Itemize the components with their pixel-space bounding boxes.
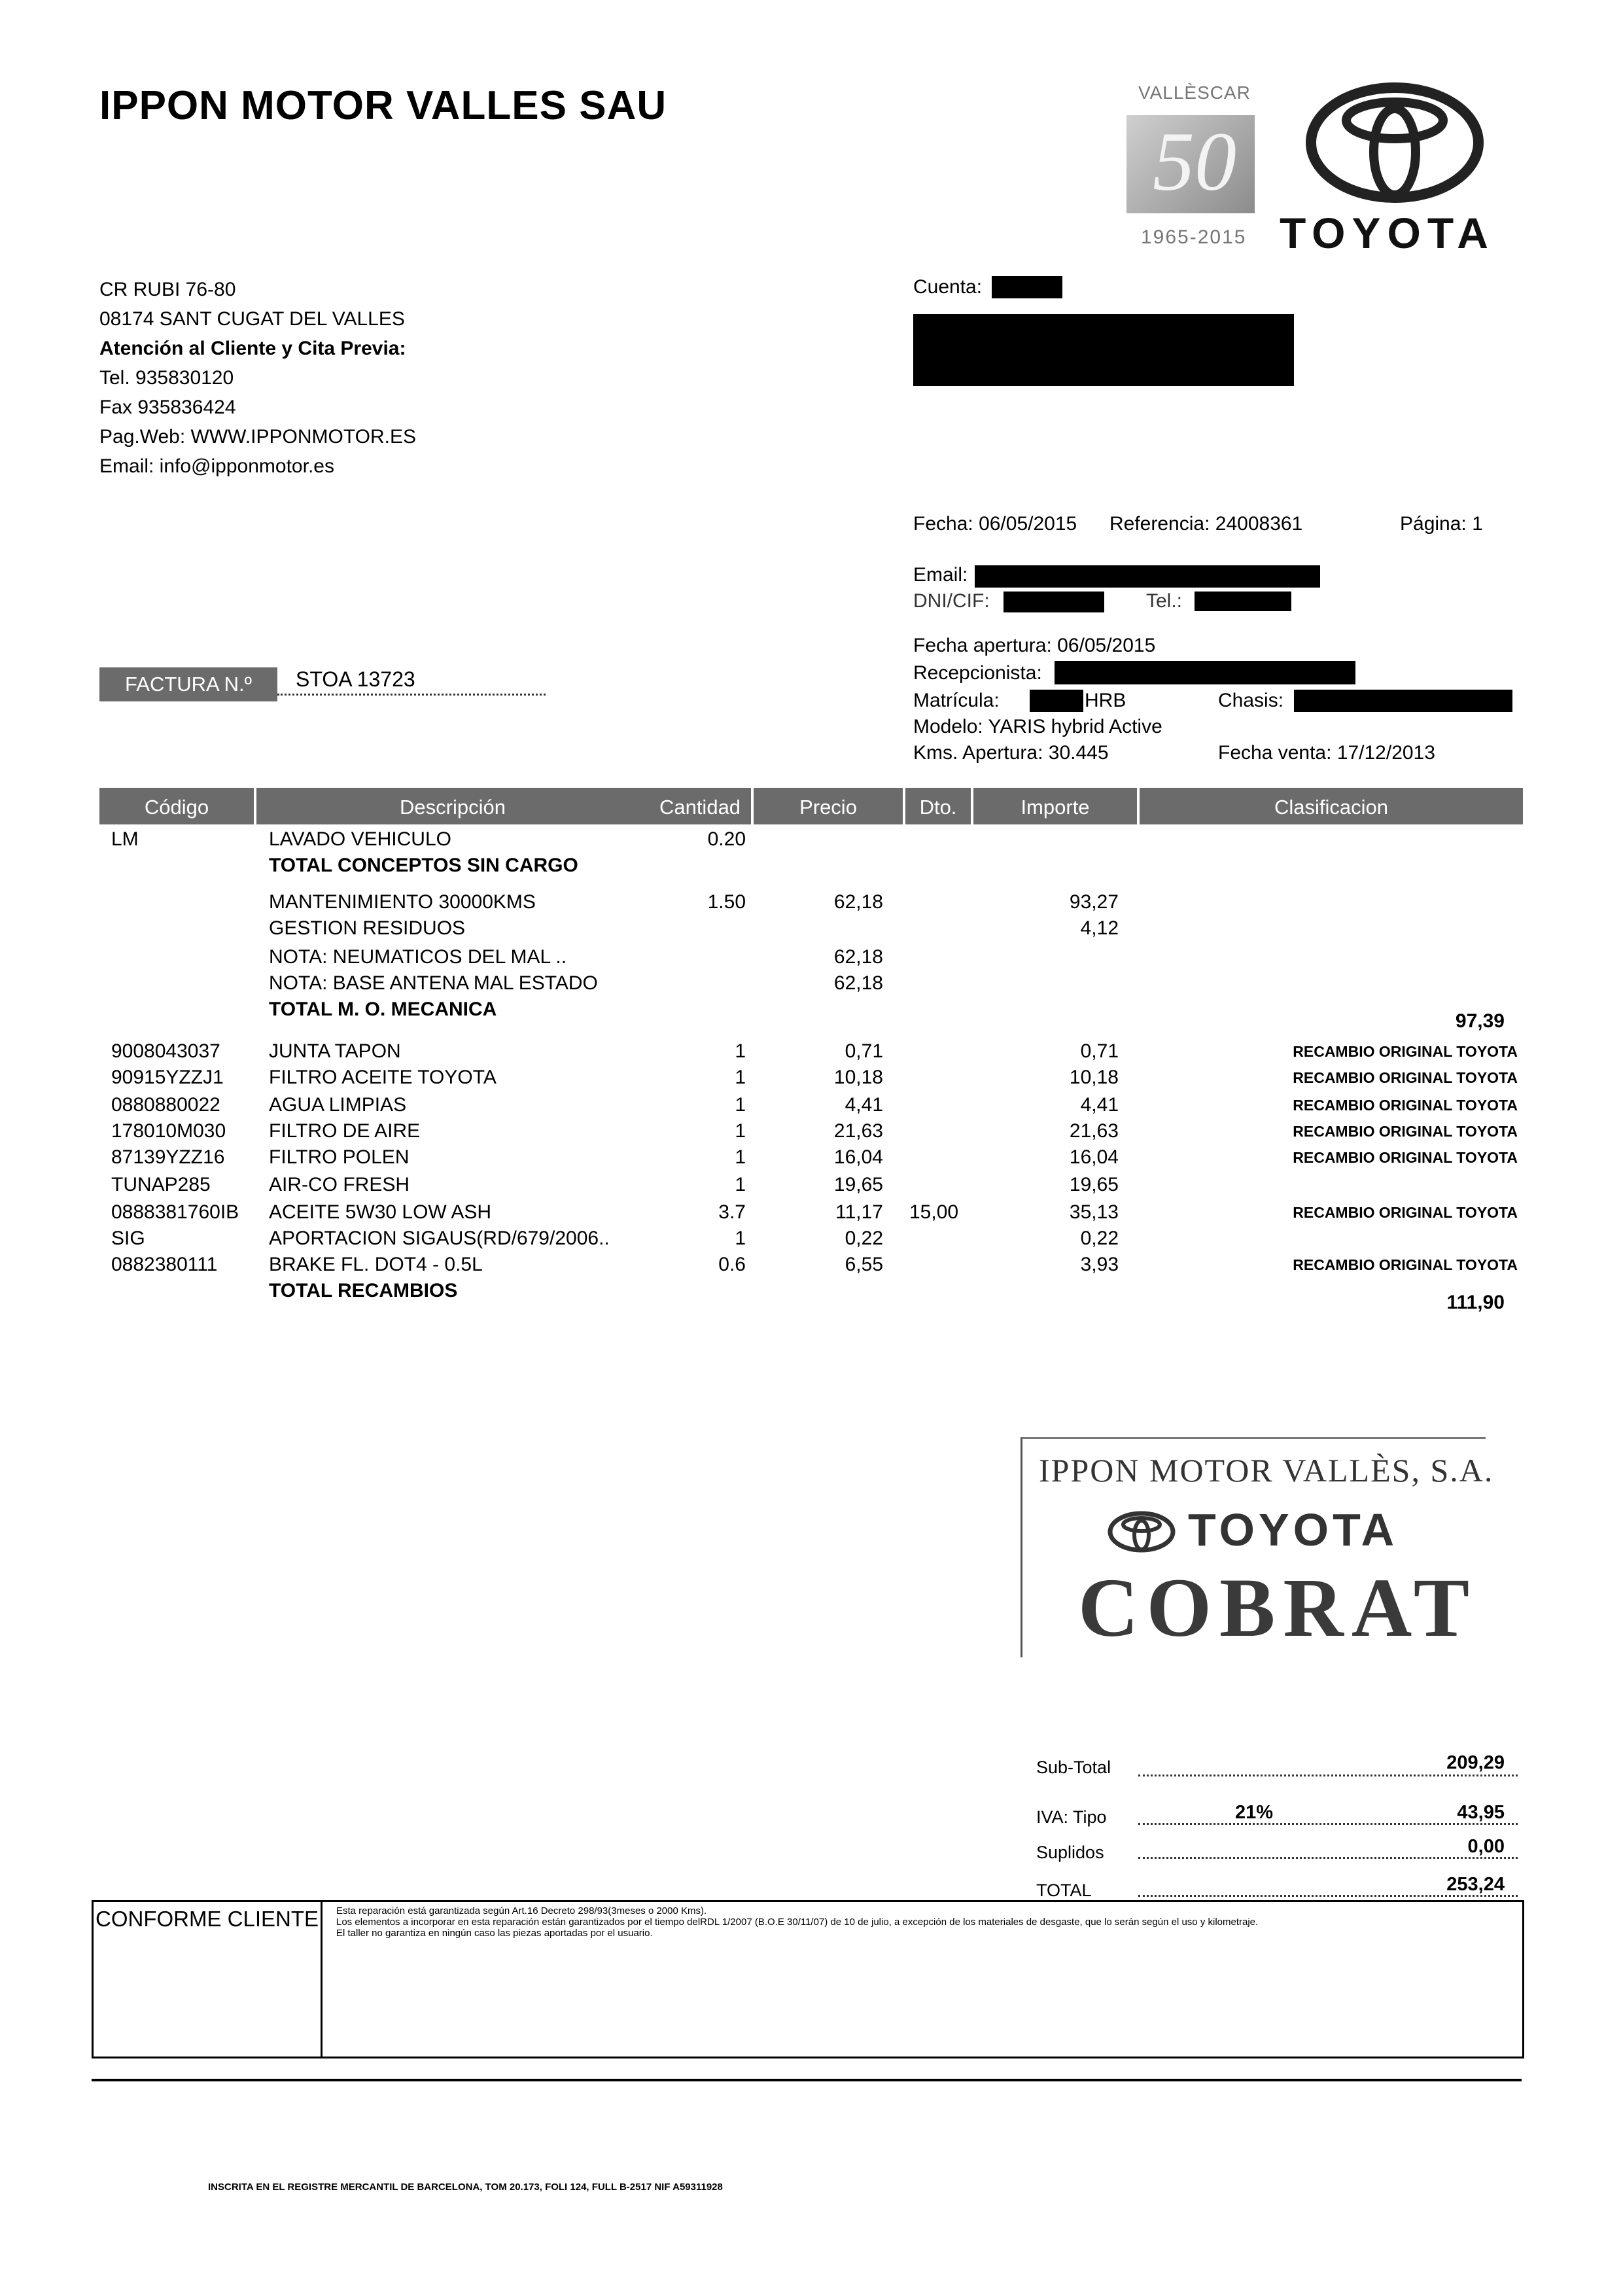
item-description: AIR-CO FRESH: [269, 1174, 410, 1195]
item-description: JUNTA TAPON: [269, 1040, 401, 1062]
toyota-wordmark: TOYOTA: [1280, 209, 1495, 257]
col-clasificacion: Clasificacion: [1274, 796, 1388, 819]
tel-label: Tel.:: [1146, 590, 1183, 612]
item-importe: 10,18: [1069, 1067, 1119, 1088]
item-importe: 93,27: [1069, 891, 1119, 913]
chasis-label: Chasis:: [1218, 690, 1284, 711]
kms-apertura: Kms. Apertura: 30.445: [913, 742, 1109, 764]
fecha-venta: Fecha venta: 17/12/2013: [1218, 742, 1435, 764]
col-cantidad: Cantidad: [659, 796, 741, 819]
fax: Fax 935836424: [99, 397, 236, 418]
item-description: GESTION RESIDUOS: [269, 917, 466, 939]
iva-value: 43,95: [1457, 1802, 1505, 1823]
total-label: TOTAL: [1036, 1881, 1092, 1900]
fecha-apertura: Fecha apertura: 06/05/2015: [913, 635, 1156, 656]
item-price: 6,55: [845, 1254, 883, 1275]
item-importe: 0,71: [1080, 1040, 1119, 1062]
conforme-label: CONFORME CLIENTE: [96, 1907, 319, 1931]
suplidos-value: 0,00: [1467, 1836, 1505, 1857]
item-importe: 4,41: [1080, 1094, 1119, 1116]
col-dto: Dto.: [919, 796, 957, 819]
item-description: NOTA: NEUMATICOS DEL MAL ..: [269, 946, 567, 968]
logo-years: 1965-2015: [1141, 226, 1247, 248]
iva-rate: 21%: [1234, 1802, 1273, 1823]
item-code: 0888381760IB: [111, 1201, 239, 1223]
iva-label: IVA: Tipo: [1036, 1807, 1107, 1827]
item-quantity: 0.6: [718, 1254, 746, 1275]
vallescar-50-logo: [1126, 82, 1260, 255]
redaction: [913, 314, 1294, 386]
address-street: CR RUBI 76-80: [99, 279, 236, 300]
factura-label: FACTURA N.º: [99, 667, 277, 701]
item-description: MANTENIMIENTO 30000KMS: [269, 891, 536, 913]
redaction: [1055, 661, 1355, 684]
item-price: 21,63: [833, 1120, 883, 1142]
attention-label: Atención al Cliente y Cita Previa:: [99, 338, 406, 359]
item-clasificacion: RECAMBIO ORIGINAL TOYOTA: [1293, 1069, 1518, 1086]
phone: Tel. 935830120: [99, 367, 234, 389]
col-importe: Importe: [1021, 796, 1090, 819]
redaction: [1294, 690, 1512, 712]
item-quantity: 1: [735, 1174, 746, 1195]
total-value: 253,24: [1446, 1874, 1505, 1895]
item-description: LAVADO VEHICULO: [269, 828, 451, 850]
item-price: 10,18: [833, 1067, 883, 1088]
cuenta-label: Cuenta:: [913, 276, 983, 298]
item-description: TOTAL RECAMBIOS: [269, 1280, 458, 1301]
recepcionista-label: Recepcionista:: [913, 662, 1042, 684]
item-code: LM: [111, 828, 139, 850]
factura-underline: [277, 694, 546, 696]
item-description: APORTACION SIGAUS(RD/679/2006..: [269, 1227, 610, 1249]
item-price: 0,22: [845, 1227, 883, 1249]
item-price: 16,04: [833, 1146, 883, 1168]
item-importe: 4,12: [1080, 917, 1119, 939]
redaction: [1195, 592, 1291, 611]
website: Pag.Web: WWW.IPPONMOTOR.ES: [99, 426, 416, 448]
toyota-emblem-icon: [1106, 1509, 1178, 1555]
logo-anniversary: 50: [1153, 115, 1236, 208]
item-quantity: 1: [735, 1146, 746, 1168]
item-code: 0880880022: [111, 1094, 220, 1116]
item-importe: 0,22: [1080, 1227, 1119, 1249]
logo-brand-top: VALLÈSCAR: [1138, 82, 1251, 103]
item-importe: 16,04: [1069, 1146, 1119, 1168]
item-clasificacion: RECAMBIO ORIGINAL TOYOTA: [1293, 1204, 1518, 1221]
item-importe: 3,93: [1080, 1254, 1119, 1275]
company-address: [99, 275, 416, 481]
item-code: SIG: [111, 1227, 145, 1249]
item-price: 62,18: [833, 972, 883, 994]
item-description: BRAKE FL. DOT4 - 0.5L: [269, 1254, 483, 1275]
address-city: 08174 SANT CUGAT DEL VALLES: [99, 308, 405, 330]
divider: [92, 2079, 1522, 2081]
warranty-text: Esta reparación está garantizada según Art.16 Decreto 298/93(3meses o 2000 Kms). Los elementos a incorporar en esta reparación están garantizados por el tiempo delRDL 1/2007 (B.O.E 30/11/07) de 10 de julio, a excepción de los materiales de desgaste, que lo serán según el uso y kilometraje. El taller no garantiza en ningún caso las piezas aportadas por el usuario.: [336, 1905, 1259, 1939]
matricula-label: Matrícula:: [913, 690, 1000, 711]
pagina: Página: 1: [1400, 513, 1483, 535]
item-quantity: 1: [735, 1227, 746, 1249]
item-price: 62,18: [833, 891, 883, 913]
stamp-brand: TOYOTA: [1188, 1504, 1399, 1555]
redaction: [975, 565, 1320, 588]
item-price: 11,17: [835, 1201, 883, 1223]
email: Email: info@ipponmotor.es: [99, 455, 334, 477]
stamp-company: IPPON MOTOR VALLÈS, S.A.: [1039, 1452, 1494, 1489]
item-quantity: 1: [735, 1094, 746, 1116]
item-description: FILTRO POLEN: [269, 1146, 410, 1168]
item-importe: 19,65: [1069, 1174, 1119, 1195]
redaction: [992, 276, 1062, 298]
section-total: 97,39: [1455, 1010, 1505, 1032]
item-importe: 35,13: [1069, 1201, 1119, 1223]
suplidos-label: Suplidos: [1036, 1843, 1104, 1862]
item-code: 9008043037: [111, 1040, 220, 1062]
email-label: Email:: [913, 564, 968, 586]
item-code: 87139YZZ16: [111, 1146, 225, 1168]
item-quantity: 3.7: [718, 1201, 746, 1223]
item-clasificacion: RECAMBIO ORIGINAL TOYOTA: [1293, 1149, 1518, 1166]
modelo: Modelo: YARIS hybrid Active: [913, 716, 1162, 737]
col-codigo: Código: [144, 796, 209, 819]
registry-footer: INSCRITA EN EL REGISTRE MERCANTIL DE BARCELONA, TOM 20.173, FOLI 124, FULL B-2517 NIF A59311928: [208, 2181, 723, 2193]
item-quantity: 1: [735, 1120, 746, 1142]
item-clasificacion: RECAMBIO ORIGINAL TOYOTA: [1293, 1043, 1518, 1060]
item-quantity: 1: [735, 1040, 746, 1062]
stamp-cobrat: COBRAT: [1078, 1561, 1478, 1654]
subtotal-label: Sub-Total: [1036, 1757, 1111, 1777]
item-clasificacion: RECAMBIO ORIGINAL TOYOTA: [1293, 1256, 1518, 1273]
redaction: [1003, 592, 1104, 612]
redaction: [1030, 690, 1083, 712]
item-description: TOTAL M. O. MECANICA: [269, 998, 497, 1020]
col-descripcion: Descripción: [400, 796, 506, 819]
item-code: TUNAP285: [111, 1174, 211, 1195]
subtotal-value: 209,29: [1446, 1752, 1505, 1773]
item-code: 90915YZZJ1: [111, 1067, 224, 1088]
item-importe: 21,63: [1069, 1120, 1119, 1142]
fecha: Fecha: 06/05/2015: [913, 513, 1077, 535]
item-clasificacion: RECAMBIO ORIGINAL TOYOTA: [1293, 1123, 1518, 1140]
item-price: 62,18: [833, 946, 883, 968]
col-precio: Precio: [799, 796, 857, 819]
toyota-emblem-icon: [1302, 79, 1488, 207]
company-name: IPPON MOTOR VALLES SAU: [99, 83, 667, 128]
item-description: FILTRO ACEITE TOYOTA: [269, 1067, 497, 1088]
item-description: NOTA: BASE ANTENA MAL ESTADO: [269, 972, 598, 994]
item-quantity: 1: [735, 1067, 746, 1088]
item-quantity: 1.50: [707, 891, 746, 913]
item-price: 19,65: [833, 1174, 883, 1195]
item-price: 4,41: [845, 1094, 883, 1116]
item-description: TOTAL CONCEPTOS SIN CARGO: [269, 855, 578, 876]
item-discount: 15,00: [909, 1201, 959, 1223]
item-description: ACEITE 5W30 LOW ASH: [269, 1201, 492, 1223]
item-description: FILTRO DE AIRE: [269, 1120, 421, 1142]
item-clasificacion: RECAMBIO ORIGINAL TOYOTA: [1293, 1097, 1518, 1114]
referencia: Referencia: 24008361: [1109, 513, 1303, 535]
factura-number: STOA 13723: [296, 667, 415, 691]
dni-label: DNI/CIF:: [913, 590, 990, 612]
item-code: 0882380111: [111, 1254, 218, 1275]
section-total: 111,90: [1446, 1292, 1505, 1313]
item-code: 178010M030: [111, 1120, 226, 1142]
item-price: 0,71: [845, 1040, 883, 1062]
item-quantity: 0.20: [707, 828, 746, 850]
item-description: AGUA LIMPIAS: [269, 1094, 407, 1116]
matricula-suffix: HRB: [1085, 690, 1126, 711]
